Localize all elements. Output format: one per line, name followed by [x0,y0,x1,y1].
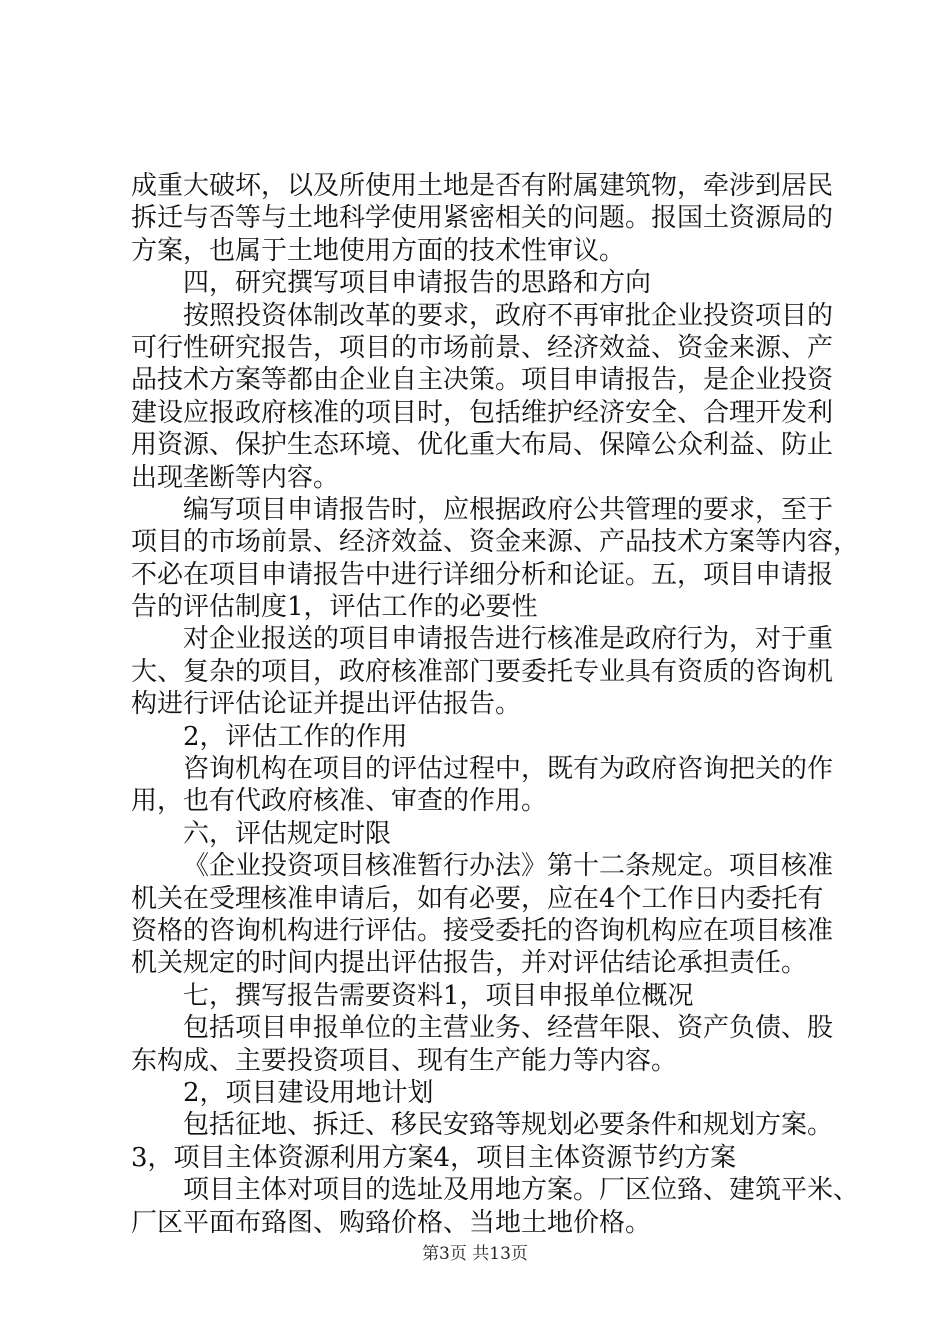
text-line: 编写项目申请报告时，应根据政府公共管理的要求，至于 [183,494,834,525]
text-line: 大、复杂的项目，政府核准部门要委托专业具有资质的咨询机 [131,656,834,687]
text-line: 不必在项目申请报告中进行详细分析和论证。五，项目申请报 [131,559,834,590]
text-line: 用，也有代政府核准、审查的作用。 [131,786,548,817]
text-line: 建设应报政府核准的项目时，包括维护经济安全、合理开发利 [131,397,834,428]
text-line: 告的评估制度1，评估工作的必要性 [131,592,538,623]
text-line: 机关在受理核准申请后，如有必要，应在4个工作日内委托有 [131,883,824,914]
section-heading: 3，项目主体资源利用方案4，项目主体资源节约方案 [131,1142,737,1173]
text-line: 项目的市场前景、经济效益、资金来源、产品技术方案等内容， [131,527,860,558]
text-line: 项目主体对项目的选址及用地方案。厂区位臵、建筑平米、 [183,1175,860,1206]
page-number: 第3页 共13页 [422,1244,528,1264]
text-line: 方案，也属于土地使用方面的技术性审议。 [131,235,626,266]
text-line: 咨询机构在项目的评估过程中，既有为政府咨询把关的作 [183,754,834,785]
text-line: 厂区平面布臵图、购臵价格、当地土地价格。 [131,1207,652,1238]
text-line: 用资源、保护生态环境、优化重大布局、保障公众利益、防止 [131,430,834,461]
text-line: 包括项目申报单位的主营业务、经营年限、资产负债、股 [183,1013,834,1044]
text-line: 包括征地、拆迁、移民安臵等规划必要条件和规划方案。 [183,1110,834,1141]
section-heading: 2，评估工作的作用 [183,721,408,752]
text-line: 品技术方案等都由企业自主决策。项目申请报告，是企业投资 [131,365,834,396]
text-line: 对企业报送的项目申请报告进行核准是政府行为，对于重 [183,624,834,655]
text-line: 出现垄断等内容。 [131,462,340,493]
section-heading: 四，研究撰写项目申请报告的思路和方向 [183,268,652,299]
document-body [131,170,860,1239]
text-line: 机关规定的时间内提出评估报告，并对评估结论承担责任。 [131,948,808,979]
text-line: 成重大破坏，以及所使用土地是否有附属建筑物，牵涉到居民 [131,171,834,201]
text-line: 可行性研究报告，项目的市场前景、经济效益、资金来源、产 [131,332,834,363]
section-heading: 2，项目建设用地计划 [183,1077,434,1108]
text-line: 《企业投资项目核准暂行办法》第十二条规定。项目核准 [183,851,834,882]
text-line: 东构成、主要投资项目、现有生产能力等内容。 [131,1045,678,1076]
text-line: 按照投资体制改革的要求，政府不再审批企业投资项目的 [183,300,834,331]
text-line: 资格的咨询机构进行评估。接受委托的咨询机构应在项目核准 [131,915,834,946]
section-heading: 七，撰写报告需要资料1，项目申报单位概况 [183,980,694,1011]
section-heading: 六，评估规定时限 [183,818,392,849]
text-line: 构进行评估论证并提出评估报告。 [131,689,522,720]
text-line: 拆迁与否等与土地科学使用紧密相关的问题。报国土资源局的 [131,203,834,234]
